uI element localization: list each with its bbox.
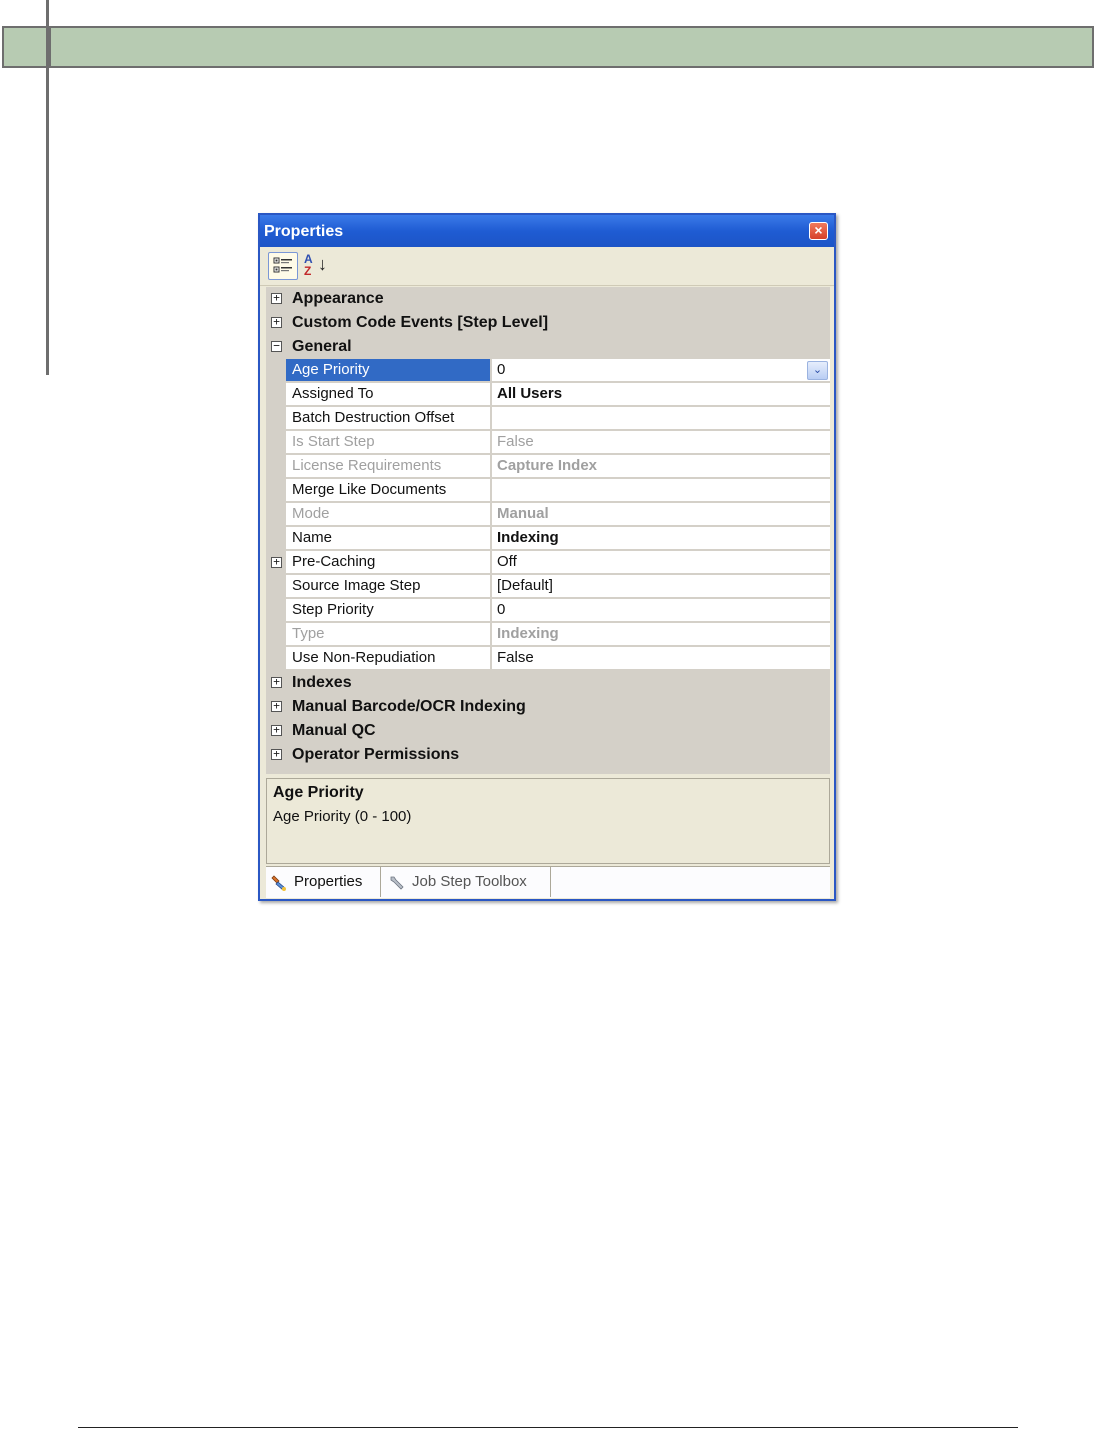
category-label: Manual Barcode/OCR Indexing [292, 698, 526, 715]
property-value[interactable] [491, 359, 830, 382]
expand-icon[interactable]: + [271, 677, 282, 688]
categorized-icon [273, 257, 293, 275]
property-name[interactable]: Name [286, 527, 490, 550]
alphabetical-sort-button[interactable] [302, 252, 332, 280]
bottom-tab-bar [266, 866, 830, 898]
property-row-pre-caching[interactable] [266, 551, 830, 575]
property-row-merge-like-documents[interactable] [266, 479, 830, 503]
dropdown-button[interactable] [807, 361, 828, 380]
property-name[interactable]: Assigned To [286, 383, 490, 406]
property-row-use-non-repudiation[interactable] [266, 647, 830, 671]
sort-az-icon: A Z [304, 252, 313, 278]
property-row-license-requirements[interactable] [266, 455, 830, 479]
toolbar [260, 247, 834, 286]
property-name[interactable]: Batch Destruction Offset [286, 407, 490, 430]
category-label: Indexes [292, 674, 352, 691]
close-icon: × [814, 222, 823, 238]
description-text: Age Priority (0 - 100) [273, 808, 412, 825]
property-name[interactable]: License Requirements [286, 455, 490, 478]
property-name[interactable]: Step Priority [286, 599, 490, 622]
expand-icon[interactable]: + [271, 317, 282, 328]
property-value-text: 0 [497, 361, 506, 378]
property-row-name[interactable] [266, 527, 830, 551]
property-row-mode[interactable] [266, 503, 830, 527]
properties-window [258, 213, 836, 901]
tab-label: Properties [294, 873, 363, 890]
description-pane [266, 778, 830, 864]
property-value[interactable]: [Default] [491, 575, 830, 598]
property-name[interactable]: Source Image Step [286, 575, 490, 598]
property-value[interactable] [491, 479, 830, 502]
property-row-is-start-step[interactable] [266, 431, 830, 455]
category-label: Custom Code Events [Step Level] [292, 314, 549, 331]
property-name[interactable]: Type [286, 623, 490, 646]
category-custom-code-events[interactable] [266, 311, 830, 335]
property-name[interactable]: Age Priority [286, 359, 490, 382]
category-label: Operator Permissions [292, 746, 460, 763]
property-value: Indexing [491, 623, 830, 646]
property-value[interactable]: All Users [491, 383, 830, 406]
expand-icon[interactable]: + [271, 749, 282, 760]
tab-job-step-toolbox[interactable] [384, 867, 551, 897]
chevron-down-icon: ⌄ [812, 364, 823, 376]
category-label: Manual QC [292, 722, 376, 739]
expand-icon[interactable]: + [271, 725, 282, 736]
arrow-down-icon: ↓ [318, 254, 327, 274]
property-value[interactable] [491, 407, 830, 430]
property-row-age-priority[interactable] [266, 359, 830, 383]
categorized-view-button[interactable] [268, 252, 298, 280]
window-title: Properties [264, 223, 344, 240]
property-value[interactable]: False [491, 647, 830, 670]
property-value: False [491, 431, 830, 454]
property-value[interactable]: Off [491, 551, 830, 574]
property-row-type[interactable] [266, 623, 830, 647]
property-row-batch-destruction-offset[interactable] [266, 407, 830, 431]
property-name[interactable]: Mode [286, 503, 490, 526]
category-operator-permissions[interactable] [266, 743, 830, 767]
category-manual-barcode-ocr-indexing[interactable] [266, 695, 830, 719]
property-value: Capture Index [491, 455, 830, 478]
page-margin-line [46, 0, 49, 375]
property-row-source-image-step[interactable] [266, 575, 830, 599]
property-name[interactable]: Use Non-Repudiation [286, 647, 490, 670]
property-grid [266, 287, 830, 774]
page-header-band [2, 26, 1094, 68]
property-value[interactable]: Indexing [491, 527, 830, 550]
category-label: General [292, 338, 352, 355]
expand-icon[interactable]: + [271, 701, 282, 712]
property-row-step-priority[interactable] [266, 599, 830, 623]
tab-properties[interactable] [266, 867, 381, 897]
property-row-assigned-to[interactable] [266, 383, 830, 407]
category-manual-qc[interactable] [266, 719, 830, 743]
property-name[interactable]: Pre-Caching [286, 551, 490, 574]
expand-icon[interactable]: + [271, 293, 282, 304]
category-indexes[interactable] [266, 671, 830, 695]
tab-label: Job Step Toolbox [412, 873, 527, 890]
category-general[interactable] [266, 335, 830, 359]
property-name[interactable]: Merge Like Documents [286, 479, 490, 502]
property-value: Manual [491, 503, 830, 526]
category-label: Appearance [292, 290, 384, 307]
collapse-icon[interactable]: − [271, 341, 282, 352]
property-value[interactable]: 0 [491, 599, 830, 622]
title-bar[interactable] [260, 215, 834, 247]
expand-icon[interactable]: + [271, 557, 282, 568]
properties-icon [270, 874, 288, 892]
close-button[interactable] [809, 222, 828, 240]
property-name[interactable]: Is Start Step [286, 431, 490, 454]
description-title: Age Priority [273, 784, 364, 801]
category-appearance[interactable] [266, 287, 830, 311]
page-footer-rule [78, 1427, 1018, 1428]
wrench-icon [388, 874, 406, 892]
